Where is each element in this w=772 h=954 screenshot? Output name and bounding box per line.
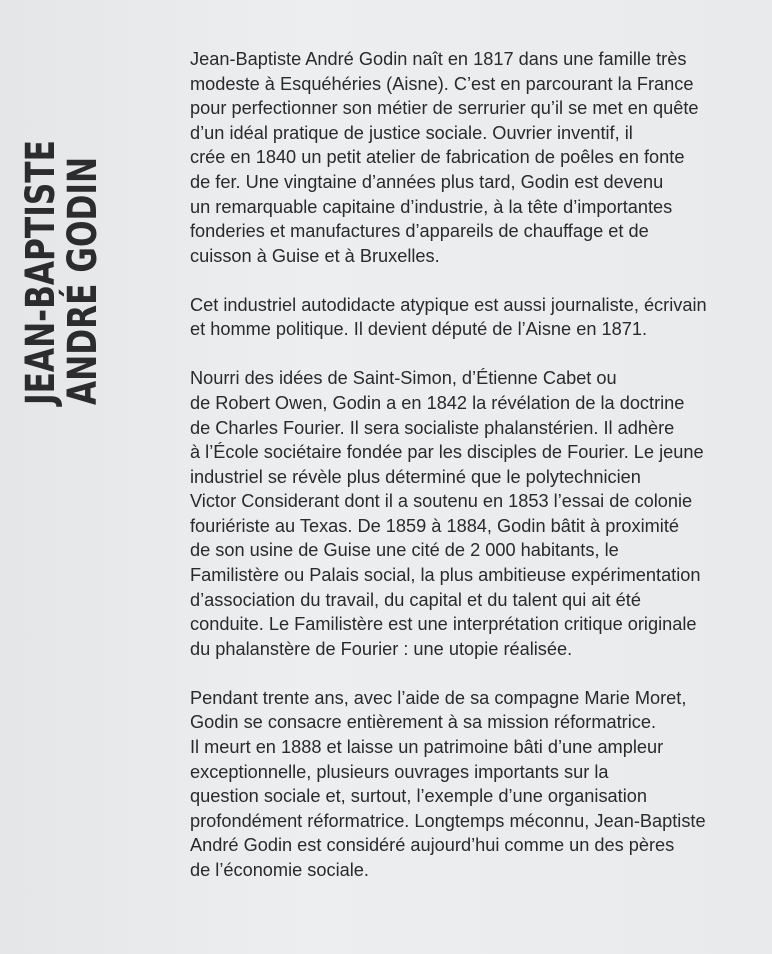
title-line-2: ANDRÉ GODIN bbox=[60, 156, 106, 405]
text-line: question sociale et, surtout, l’exemple d’une organisation bbox=[190, 786, 647, 807]
text-line: de l’économie sociale. bbox=[190, 859, 369, 880]
text-line: conduite. Le Familistère est une interprétation critique originale bbox=[190, 614, 697, 635]
text-line: Pendant trente ans, avec l’aide de sa compagne Marie Moret, bbox=[190, 687, 687, 708]
paragraph-4 bbox=[190, 686, 760, 883]
text-line: de Robert Owen, Godin a en 1842 la révélation de la doctrine bbox=[190, 392, 685, 413]
text-line: exceptionnelle, plusieurs ouvrages importants sur la bbox=[190, 761, 609, 782]
title-line-1: JEAN-BAPTISTE bbox=[18, 140, 64, 405]
text-line: cuisson à Guise et à Bruxelles. bbox=[190, 245, 440, 266]
text-line: de Charles Fourier. Il sera socialiste phalanstérien. Il adhère bbox=[190, 417, 675, 438]
body-text bbox=[190, 47, 760, 907]
text-line: de son usine de Guise une cité de 2 000 habitants, le bbox=[190, 540, 619, 561]
text-line: du phalanstère de Fourier : une utopie réalisée. bbox=[190, 638, 573, 659]
text-line: fonderies et manufactures d’appareils de chauffage et de bbox=[190, 221, 649, 242]
text-line: Il meurt en 1888 et laisse un patrimoine bâti d’une ampleur bbox=[190, 737, 664, 758]
paragraph-1 bbox=[190, 47, 760, 268]
text-line: modeste à Esquéhéries (Aisne). C’est en parcourant la France bbox=[190, 73, 694, 94]
text-line: Godin se consacre entièrement à sa mission réformatrice. bbox=[190, 712, 657, 733]
text-line: industriel se révèle plus déterminé que le polytechnicien bbox=[190, 466, 641, 487]
text-line: d’association du travail, du capital et du talent qui ait été bbox=[190, 589, 641, 610]
text-line: à l’École sociétaire fondée par les disciples de Fourier. Le jeune bbox=[190, 442, 704, 463]
text-line: Cet industriel autodidacte atypique est aussi journaliste, écrivain bbox=[190, 294, 707, 315]
text-line: un remarquable capitaine d’industrie, à la tête d’importantes bbox=[190, 196, 673, 217]
text-line: Jean-Baptiste André Godin naît en 1817 dans une famille très bbox=[190, 49, 687, 69]
text-line: de fer. Une vingtaine d’années plus tard, Godin est devenu bbox=[190, 171, 664, 192]
paragraph-3 bbox=[190, 366, 760, 661]
text-line: fouriériste au Texas. De 1859 à 1884, Godin bâtit à proximité bbox=[190, 515, 679, 536]
text-line: André Godin est considéré aujourd’hui comme un des pères bbox=[190, 835, 675, 856]
text-line: et homme politique. Il devient député de l’Aisne en 1871. bbox=[190, 319, 648, 340]
vertical-title bbox=[20, 45, 104, 405]
text-line: Victor Considerant dont il a soutenu en 1853 l’essai de colonie bbox=[190, 491, 693, 512]
text-line: crée en 1840 un petit atelier de fabrication de poêles en fonte bbox=[190, 147, 685, 168]
paragraph-2 bbox=[190, 293, 760, 342]
text-line: d’un idéal pratique de justice sociale. Ouvrier inventif, il bbox=[190, 122, 633, 143]
text-line: pour perfectionner son métier de serrurier qu’il se met en quête bbox=[190, 98, 699, 119]
text-line: Familistère ou Palais social, la plus ambitieuse expérimentation bbox=[190, 565, 701, 586]
text-line: Nourri des idées de Saint-Simon, d’Étienne Cabet ou bbox=[190, 368, 617, 389]
text-line: profondément réformatrice. Longtemps méconnu, Jean-Baptiste bbox=[190, 810, 706, 831]
